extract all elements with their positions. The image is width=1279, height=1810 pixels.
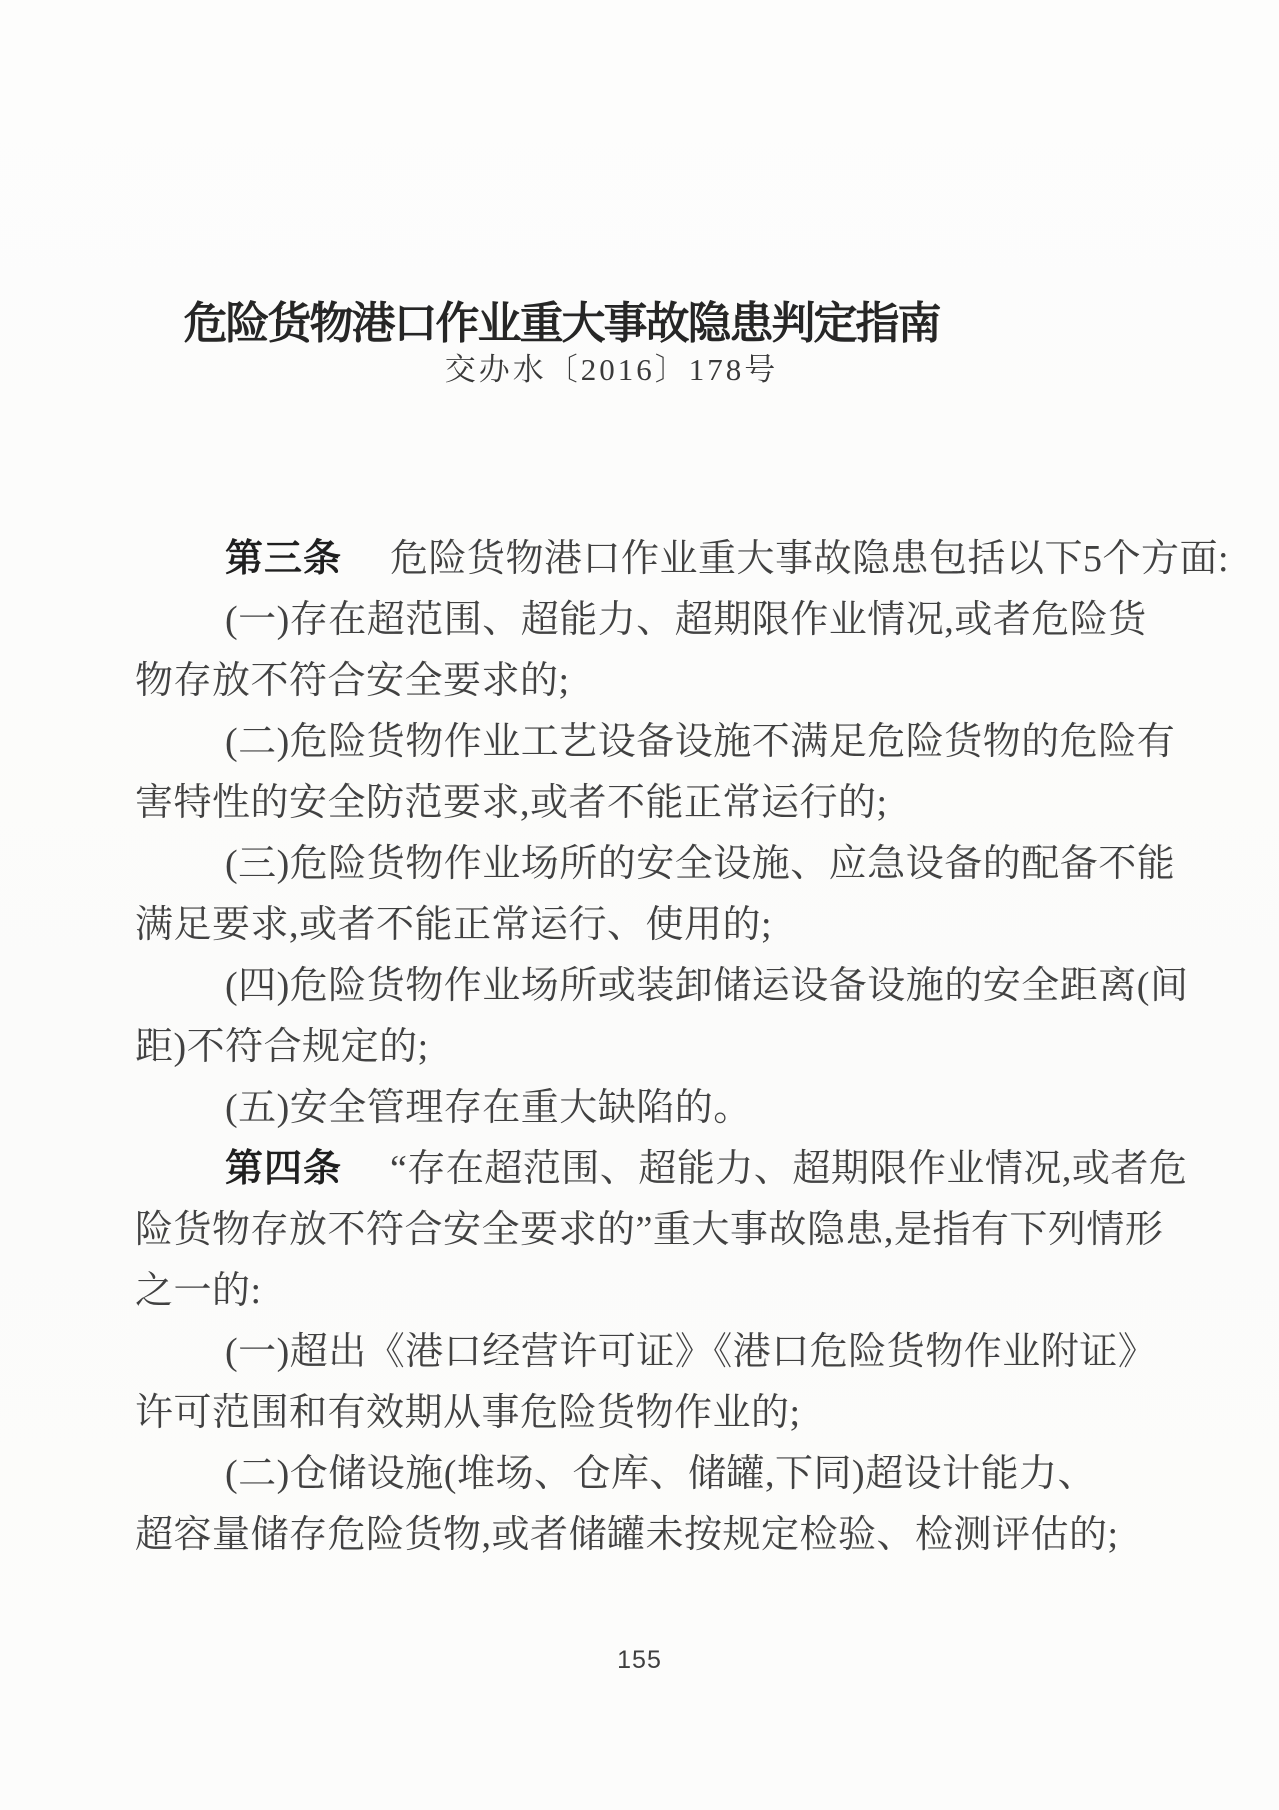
body-line: (四)危险货物作业场所或装卸储运设备设施的安全距离(间 bbox=[225, 965, 1189, 1007]
body-line: 之一的: bbox=[135, 1270, 262, 1312]
body-line: 超容量储存危险货物,或者储罐未按规定检验、检测评估的; bbox=[135, 1514, 1119, 1556]
document-title: 危险货物港口作业重大事故隐患判定指南 bbox=[183, 299, 940, 349]
article-3-text: 危险货物港口作业重大事故隐患包括以下5个方面: bbox=[390, 538, 1230, 580]
body-line: (二)仓储设施(堆场、仓库、储罐,下同)超设计能力、 bbox=[225, 1453, 1097, 1495]
body-line: 物存放不符合安全要求的; bbox=[135, 660, 570, 702]
body-line: (五)安全管理存在重大缺陷的。 bbox=[225, 1087, 752, 1129]
article-4-line bbox=[135, 1139, 1188, 1200]
body-line: (三)危险货物作业场所的安全设施、应急设备的配备不能 bbox=[225, 843, 1176, 885]
body-line: (二)危险货物作业工艺设备设施不满足危险货物的危险有 bbox=[225, 721, 1176, 763]
body-line: (一)超出《港口经营许可证》《港口危险货物作业附证》 bbox=[225, 1331, 1157, 1373]
page-number: 155 bbox=[617, 1646, 662, 1674]
article-3-label: 第三条 bbox=[225, 538, 343, 580]
body-line: 许可范围和有效期从事危险货物作业的; bbox=[135, 1392, 801, 1434]
article-3-line bbox=[135, 529, 1230, 590]
body-line: 害特性的安全防范要求,或者不能正常运行的; bbox=[135, 782, 888, 824]
body-line: (一)存在超范围、超能力、超期限作业情况,或者危险货 bbox=[225, 599, 1147, 641]
body-line: 距)不符合规定的; bbox=[135, 1026, 429, 1068]
document-number: 交办水〔2016〕178号 bbox=[444, 352, 779, 387]
article-4-text: “存在超范围、超能力、超期限作业情况,或者危 bbox=[390, 1148, 1188, 1190]
document-body bbox=[135, 529, 1230, 1566]
body-line: 险货物存放不符合安全要求的”重大事故隐患,是指有下列情形 bbox=[135, 1209, 1164, 1251]
article-4-label: 第四条 bbox=[225, 1148, 343, 1190]
body-line: 满足要求,或者不能正常运行、使用的; bbox=[135, 904, 773, 946]
